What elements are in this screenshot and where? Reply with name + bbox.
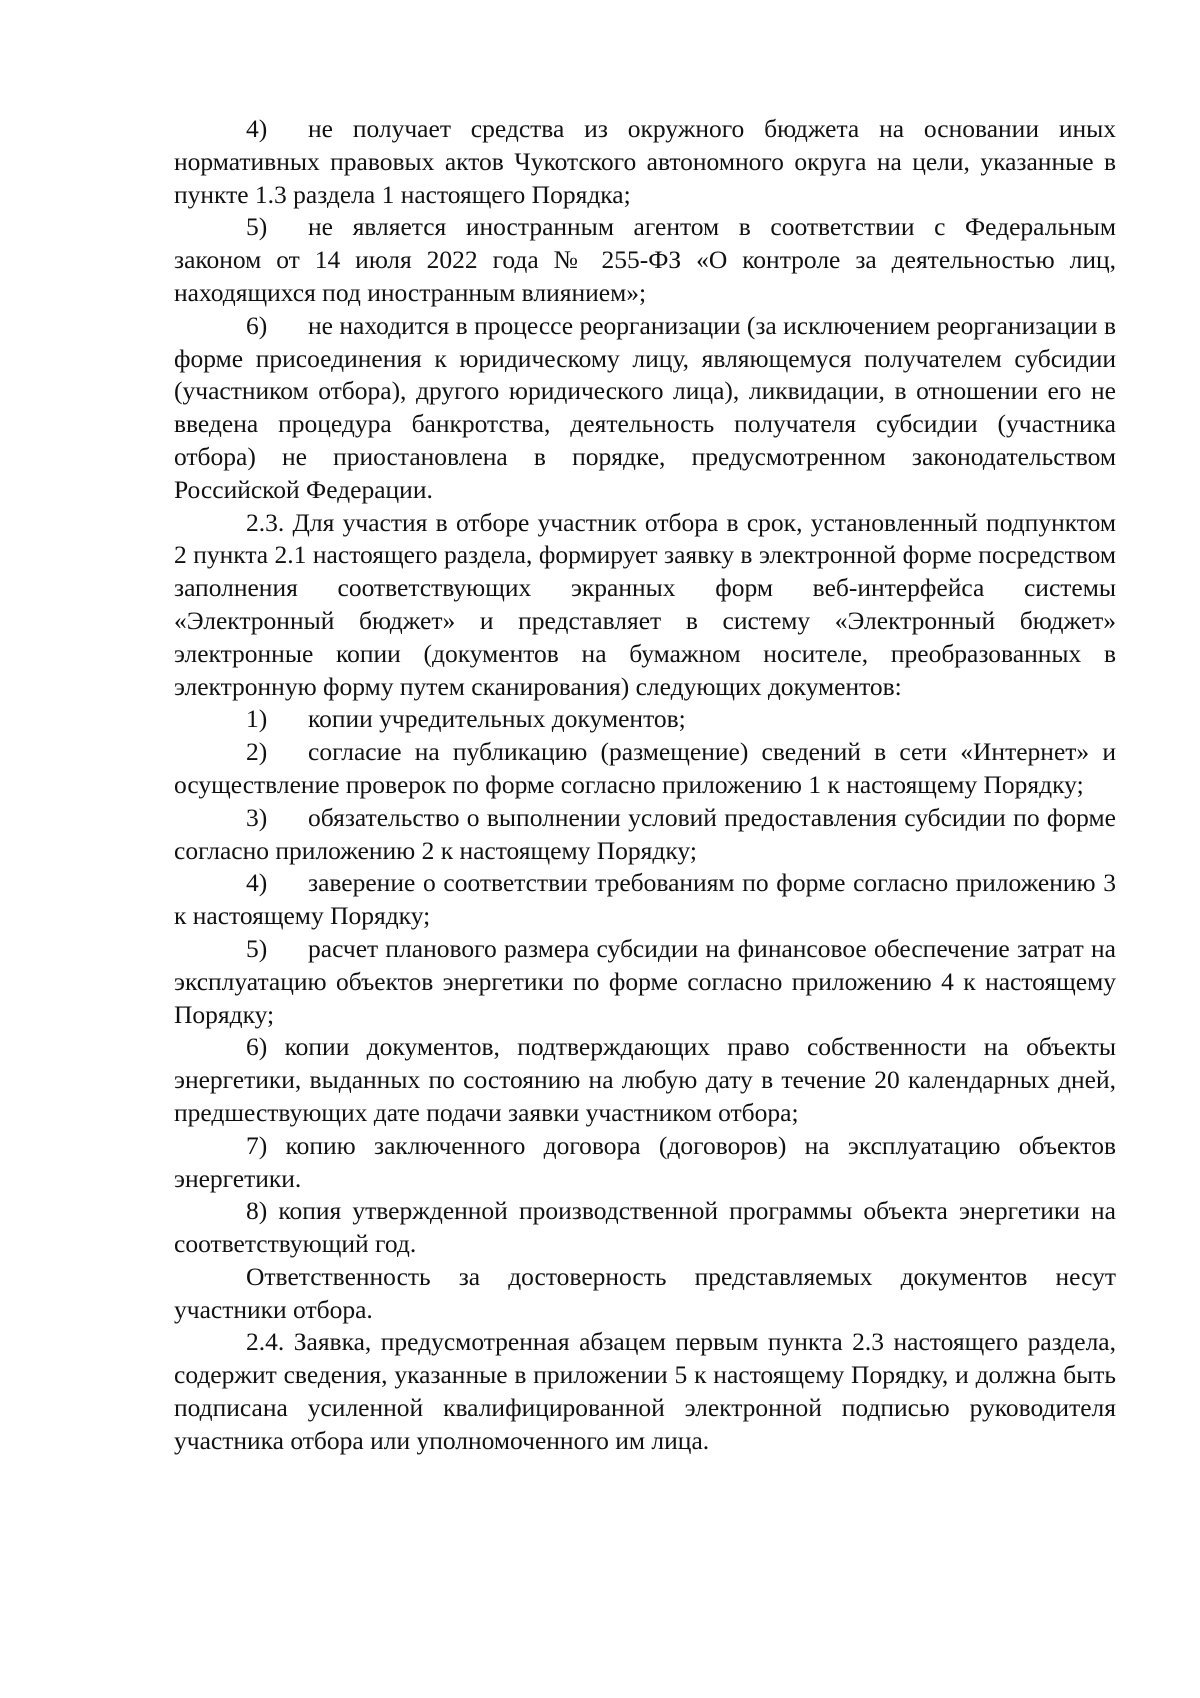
list-item xyxy=(174,1130,1116,1196)
item-number: 5) xyxy=(246,933,268,963)
paragraph-text: 2.4. Заявка, предусмотренная абзацем первым пункта 2.3 настоящего раздела, содержит сведения, указанные в приложении 5 к настоящему Порядку, и должна быть подписана усиленной квалифицированной электронной подписью руководителя участника отбора или уполномоченного им лица. xyxy=(174,1327,1116,1455)
item-text: не является иностранным агентом в соответствии с Федеральным законом от 14 июля 2022 года № 255-ФЗ «О контроле за деятельностью лиц, находящихся под иностранным влиянием»; xyxy=(174,212,1116,307)
item-number: 3) xyxy=(246,802,268,832)
item-text: согласие на публикацию (размещение) сведений в сети «Интернет» и осуществление проверок по форме согласно приложению 1 к настоящему Порядку; xyxy=(174,737,1116,799)
item-text: копии учредительных документов; xyxy=(308,704,686,734)
list-item xyxy=(174,703,1116,736)
section-paragraph xyxy=(174,1326,1116,1457)
item-text: не находится в процессе реорганизации (за исключением реорганизации в форме присоединения к юридическому лицу, являющемуся получателем субсидии (участником отбора), другого юридического лица), ликвидации, в отношении его не введена процедура банкротства, деятельность получателя субсидии (участника отбора) не приостановлена в порядке, предусмотренном законодательством Российской Федерации. xyxy=(174,310,1116,504)
item-number: 2) xyxy=(246,737,268,767)
item-number: 4) xyxy=(246,868,268,898)
section-paragraph xyxy=(174,1261,1116,1327)
item-text: не получает средства из окружного бюджета на основании иных нормативных правовых актов Чукотского автономного округа на цели, указанные в пункте 1.3 раздела 1 настоящего Порядка; xyxy=(174,114,1116,209)
item-number: 4) xyxy=(246,114,268,143)
list-item xyxy=(174,113,1116,211)
item-text: обязательство о выполнении условий предоставления субсидии по форме согласно приложению 2 к настоящему Порядку; xyxy=(174,802,1116,865)
document-body xyxy=(174,113,1116,1458)
list-item xyxy=(174,1031,1116,1129)
item-text: 8) копия утвержденной производственной программы объекта энергетики на соответствующий год. xyxy=(174,1196,1116,1259)
item-text: заверение о соответствии требованиям по форме согласно приложению 3 к настоящему Порядку; xyxy=(174,868,1116,931)
list-item xyxy=(174,802,1116,868)
list-item xyxy=(174,933,1116,1031)
item-number: 6) xyxy=(246,310,268,340)
item-text: 6) копии документов, подтверждающих право собственности на объекты энергетики, выданных по состоянию на любую дату в течение 20 календарных дней, предшествующих дате подачи заявки участником отбора; xyxy=(174,1032,1116,1127)
list-item xyxy=(174,211,1116,309)
list-item xyxy=(174,310,1116,507)
item-number: 5) xyxy=(246,212,268,242)
paragraph-text: 2.3. Для участия в отборе участник отбора в срок, установленный подпунктом 2 пункта 2.1 настоящего раздела, формирует заявку в электронной форме посредством заполнения соответствующих экранных форм веб-интерфейса системы «Электронный бюджет» и представляет в систему «Электронный бюджет» электронные копии (документов на бумажном носителе, преобразованных в электронную форму путем сканирования) следующих документов: xyxy=(174,507,1116,701)
item-text: 7) копию заключенного договора (договоров) на эксплуатацию объектов энергетики. xyxy=(174,1130,1116,1193)
list-item xyxy=(174,1195,1116,1261)
item-number: 1) xyxy=(246,704,268,734)
list-item xyxy=(174,867,1116,933)
section-paragraph xyxy=(174,507,1116,704)
list-item xyxy=(174,736,1116,802)
item-text: расчет планового размера субсидии на финансовое обеспечение затрат на эксплуатацию объектов энергетики по форме согласно приложению 4 к настоящему Порядку; xyxy=(174,933,1116,1029)
paragraph-text: Ответственность за достоверность представляемых документов несут участники отбора. xyxy=(174,1261,1116,1324)
